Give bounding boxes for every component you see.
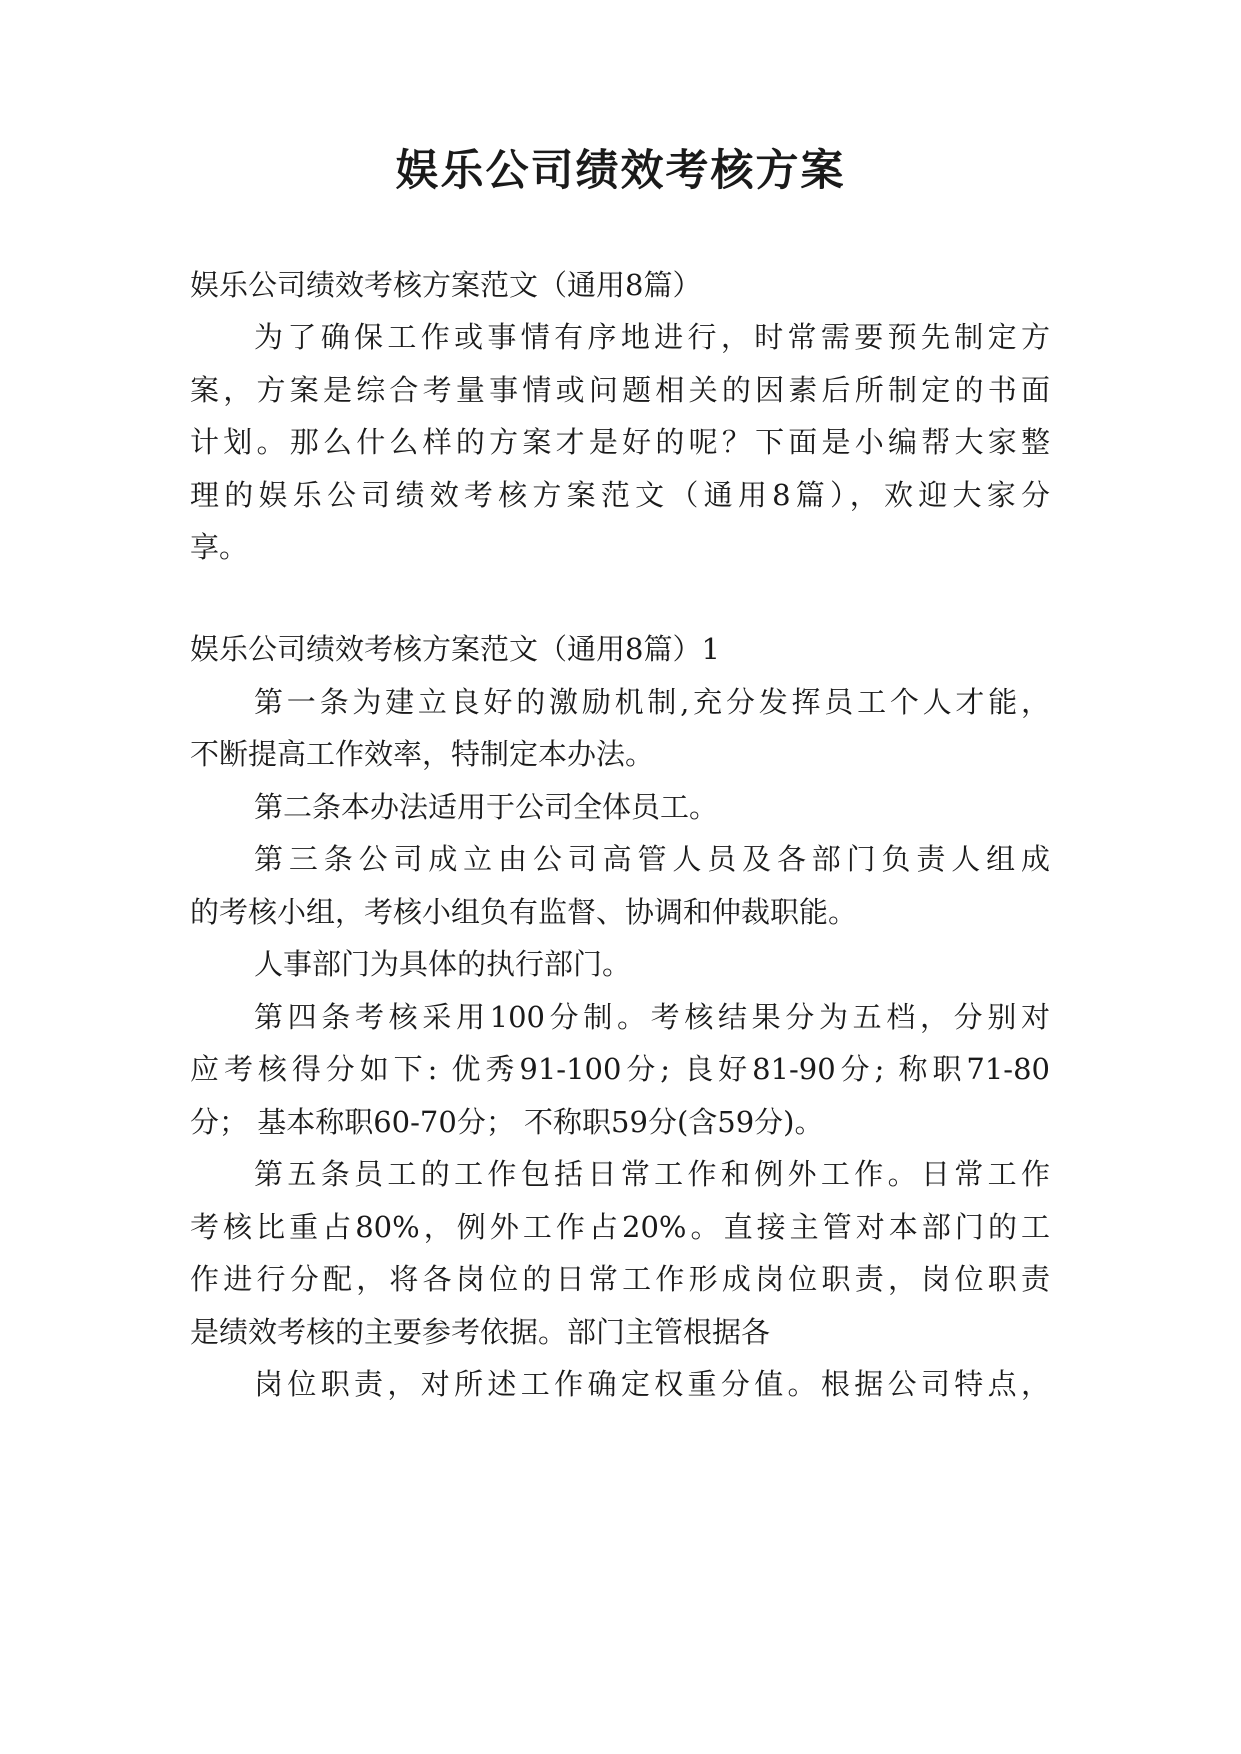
paragraph-line: 计划。那么什么样的方案才是好的呢？下面是小编帮大家整	[190, 425, 1050, 459]
paragraph-line: 第五条员工的工作包括日常工作和例外工作。日常工作	[254, 1157, 1050, 1191]
paragraph-line: 第一条为建立良好的激励机制,充分发挥员工个人才能，	[254, 685, 1050, 719]
paragraph-line: 岗位职责，对所述工作确定权重分值。根据公司特点，	[254, 1367, 1050, 1401]
paragraph-line: 不断提高工作效率，特制定本办法。	[190, 737, 655, 771]
paragraph-line: 享。	[190, 530, 249, 564]
paragraph-line: 的考核小组，考核小组负有监督、协调和仲裁职能。	[190, 895, 858, 929]
paragraph-line: 人事部门为具体的执行部门。	[254, 947, 632, 981]
document-title: 娱乐公司绩效考核方案	[395, 146, 846, 196]
paragraph-line: 作进行分配，将各岗位的日常工作形成岗位职责，岗位职责	[190, 1262, 1050, 1296]
paragraph-line: 第二条本办法适用于公司全体员工。	[254, 790, 719, 824]
paragraph-line: 考核比重占80%，例外工作占20%。直接主管对本部门的工	[190, 1210, 1050, 1244]
paragraph-line: 第三条公司成立由公司高管人员及各部门负责人组成	[254, 842, 1050, 876]
paragraph-line: 分； 基本称职60-70分； 不称职59分(含59分)。	[190, 1105, 824, 1139]
paragraph-line: 理的娱乐公司绩效考核方案范文（通用8篇），欢迎大家分	[190, 478, 1050, 512]
paragraph-line: 案，方案是综合考量事情或问题相关的因素后所制定的书面	[190, 373, 1050, 407]
section-heading: 娱乐公司绩效考核方案范文（通用8篇）1	[190, 632, 720, 666]
paragraph-line: 为了确保工作或事情有序地进行，时常需要预先制定方	[254, 320, 1050, 354]
paragraph-line: 是绩效考核的主要参考依据。部门主管根据各	[190, 1315, 771, 1349]
subtitle-line: 娱乐公司绩效考核方案范文（通用8篇）	[190, 268, 702, 302]
paragraph-line: 应考核得分如下: 优秀91-100分; 良好81-90分; 称职71-80	[190, 1052, 1050, 1086]
paragraph-line: 第四条考核采用100分制。考核结果分为五档，分别对	[254, 1000, 1050, 1034]
